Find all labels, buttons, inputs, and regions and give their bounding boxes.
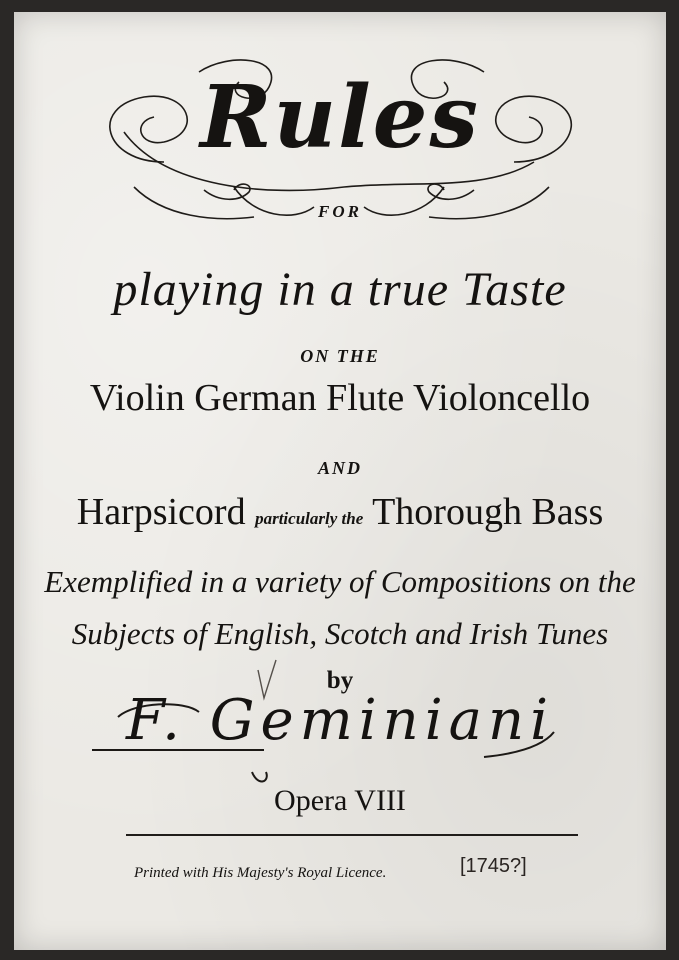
title: Rules [200, 67, 480, 168]
and-word: AND [317, 458, 362, 478]
date-annotation: [1745?] [460, 855, 527, 877]
harpsicord-word: Harpsicord [76, 491, 246, 533]
on-the-word: ON THE [300, 346, 380, 366]
opus-number: Opera VIII [274, 784, 406, 817]
subtitle-script: playing in a true Taste [113, 263, 567, 316]
by-word: by [326, 667, 354, 694]
imprint-line: Printed with His Majesty's Royal Licence. [134, 865, 387, 881]
subjects-line: Subjects of English, Scotch and Irish Tunes [71, 616, 609, 651]
particularly-phrase: particularly the [255, 509, 364, 528]
thorough-bass-words: Thorough Bass [372, 491, 604, 533]
title-page [14, 12, 666, 950]
for-word: FOR [318, 202, 362, 221]
author-name: F. Geminiani [126, 688, 554, 753]
exemplified-line: Exemplified in a variety of Compositions on the [44, 564, 636, 599]
instruments-line: Violin German Flute Violoncello [89, 377, 591, 419]
divider-rule [126, 834, 578, 836]
